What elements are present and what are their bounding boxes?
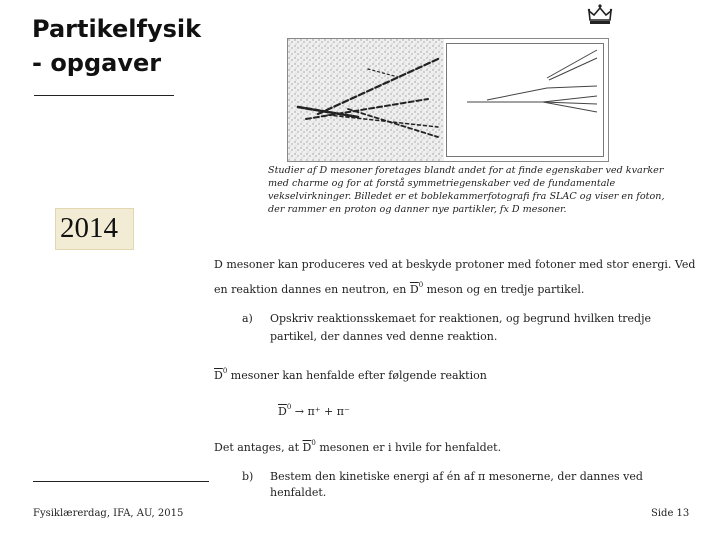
d0-symbol: $\overline{D}$ xyxy=(278,405,287,418)
footer-divider xyxy=(33,481,209,482)
caption-line: Studier af D mesoner foretages blandt andet for at finde egenskaber ved kvarker xyxy=(268,165,664,176)
footer-source: Fysiklærerdag, IFA, AU, 2015 xyxy=(33,508,184,519)
year-label: 2014 xyxy=(60,212,118,244)
d0-symbol: $\overline{D}$ xyxy=(409,283,419,296)
title-line-2: - opgaver xyxy=(32,49,162,77)
slide-title xyxy=(32,12,201,80)
decay-statement: $\overline{D}^0$ mesoner kan henfalde efter følgende reaktion xyxy=(214,367,487,382)
caption-line: med charme og for at forstå symmetriegenskaber ved de fundamentale xyxy=(268,178,616,189)
question-b-label: b) xyxy=(242,470,254,483)
question-b-line-1: Bestem den kinetiske energi af én af π mesonerne, der dannes ved xyxy=(270,470,643,483)
question-a-line-2: partikel, der dannes ved denne reaktion. xyxy=(270,330,498,343)
d0-symbol: $\overline{D}$ xyxy=(302,441,312,454)
d0-symbol: $\overline{D}$ xyxy=(214,369,223,382)
question-a-label: a) xyxy=(242,312,253,325)
question-a-line-1: Opskriv reaktionsskemaet for reaktionen, og begrund hvilken tredje xyxy=(270,312,652,325)
decay-reaction: $\overline{D}^0 \to \pi^+ + \pi^-$ xyxy=(278,403,350,418)
figure-caption xyxy=(268,164,668,216)
bubble-chamber-figure xyxy=(287,38,609,162)
intro-line-2: en reaktion dannes en neutron, en $\overline{D}^0$ meson og en tredje partikel. xyxy=(214,281,585,296)
question-b-line-2: henfaldet. xyxy=(270,486,327,499)
bubble-chamber-photo xyxy=(288,39,444,161)
title-line-1: Partikelfysik xyxy=(32,15,202,43)
title-underline xyxy=(34,95,174,96)
assumption-line: Det antages, at $\overline{D}^0$ mesonen er i hvile for henfaldet. xyxy=(214,439,502,454)
caption-line: der rammer en proton og danner nye partikler, fx D mesoner. xyxy=(268,204,567,215)
caption-line: vekselvirkninger. Billedet er et boblekammerfotografi fra SLAC og viser en foton, xyxy=(268,191,665,202)
page-number: Side 13 xyxy=(651,508,690,519)
crown-logo-icon xyxy=(586,2,614,26)
intro-line-1: D mesoner kan produceres ved at beskyde protoner med fotoner med stor energi. Ved xyxy=(214,258,696,271)
track-schematic xyxy=(446,43,604,157)
